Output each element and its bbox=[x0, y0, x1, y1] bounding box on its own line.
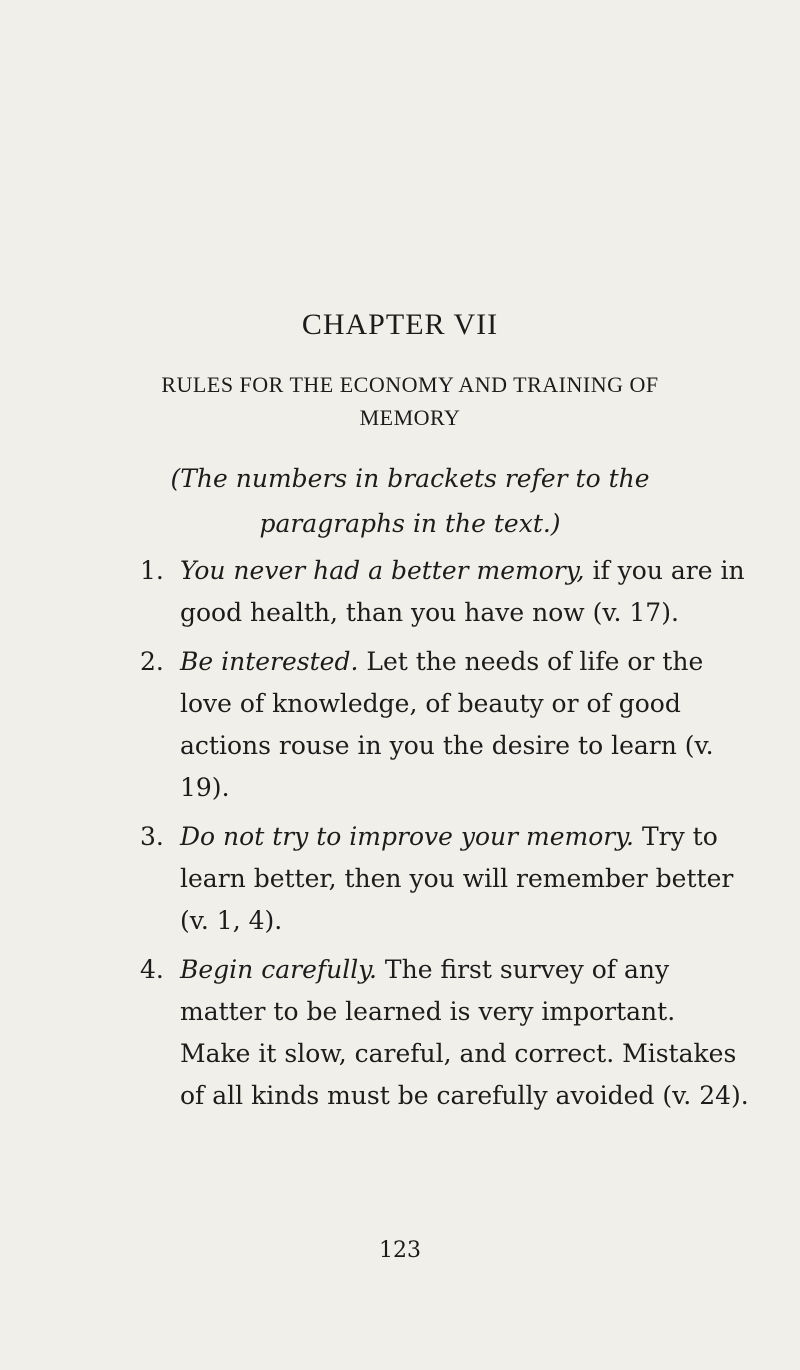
rule-emphasis: Do not try to improve your memory. bbox=[180, 822, 635, 851]
page-number: 123 bbox=[379, 1238, 421, 1263]
rule-number: 3. bbox=[140, 822, 164, 851]
bracket-note: (The numbers in brackets refer to the paragraphs in the text.) bbox=[170, 464, 650, 538]
rule-emphasis: Begin carefully. bbox=[180, 955, 377, 984]
rule-text: Let the needs of life or the love of knowledge, of beauty or of good actions rouse in you the desire to learn (v. 19). bbox=[180, 647, 714, 802]
rule-number: 1. bbox=[140, 556, 164, 585]
rules-list bbox=[140, 550, 750, 1124]
chapter-heading: CHAPTER VII bbox=[301, 308, 499, 341]
chapter-title: RULES FOR THE ECONOMY AND TRAINING OF MEMORY bbox=[161, 372, 659, 430]
rule-item bbox=[140, 949, 750, 1117]
rule-item bbox=[140, 641, 750, 809]
rule-emphasis: You never had a better memory, bbox=[180, 556, 585, 585]
rule-text: Try to learn better, then you will remember better (v. 1, 4). bbox=[180, 822, 734, 935]
rule-item bbox=[140, 550, 750, 634]
rule-text: The first survey of any matter to be learned is very important. Make it slow, careful, and correct. Mistakes of all kinds must be carefully avoided (v. 24). bbox=[180, 955, 749, 1110]
rule-item bbox=[140, 816, 750, 942]
rule-number: 2. bbox=[140, 647, 164, 676]
rule-emphasis: Be interested. bbox=[180, 647, 359, 676]
rule-number: 4. bbox=[140, 955, 164, 984]
rule-text: if you are in good health, than you have now (v. 17). bbox=[180, 556, 745, 627]
